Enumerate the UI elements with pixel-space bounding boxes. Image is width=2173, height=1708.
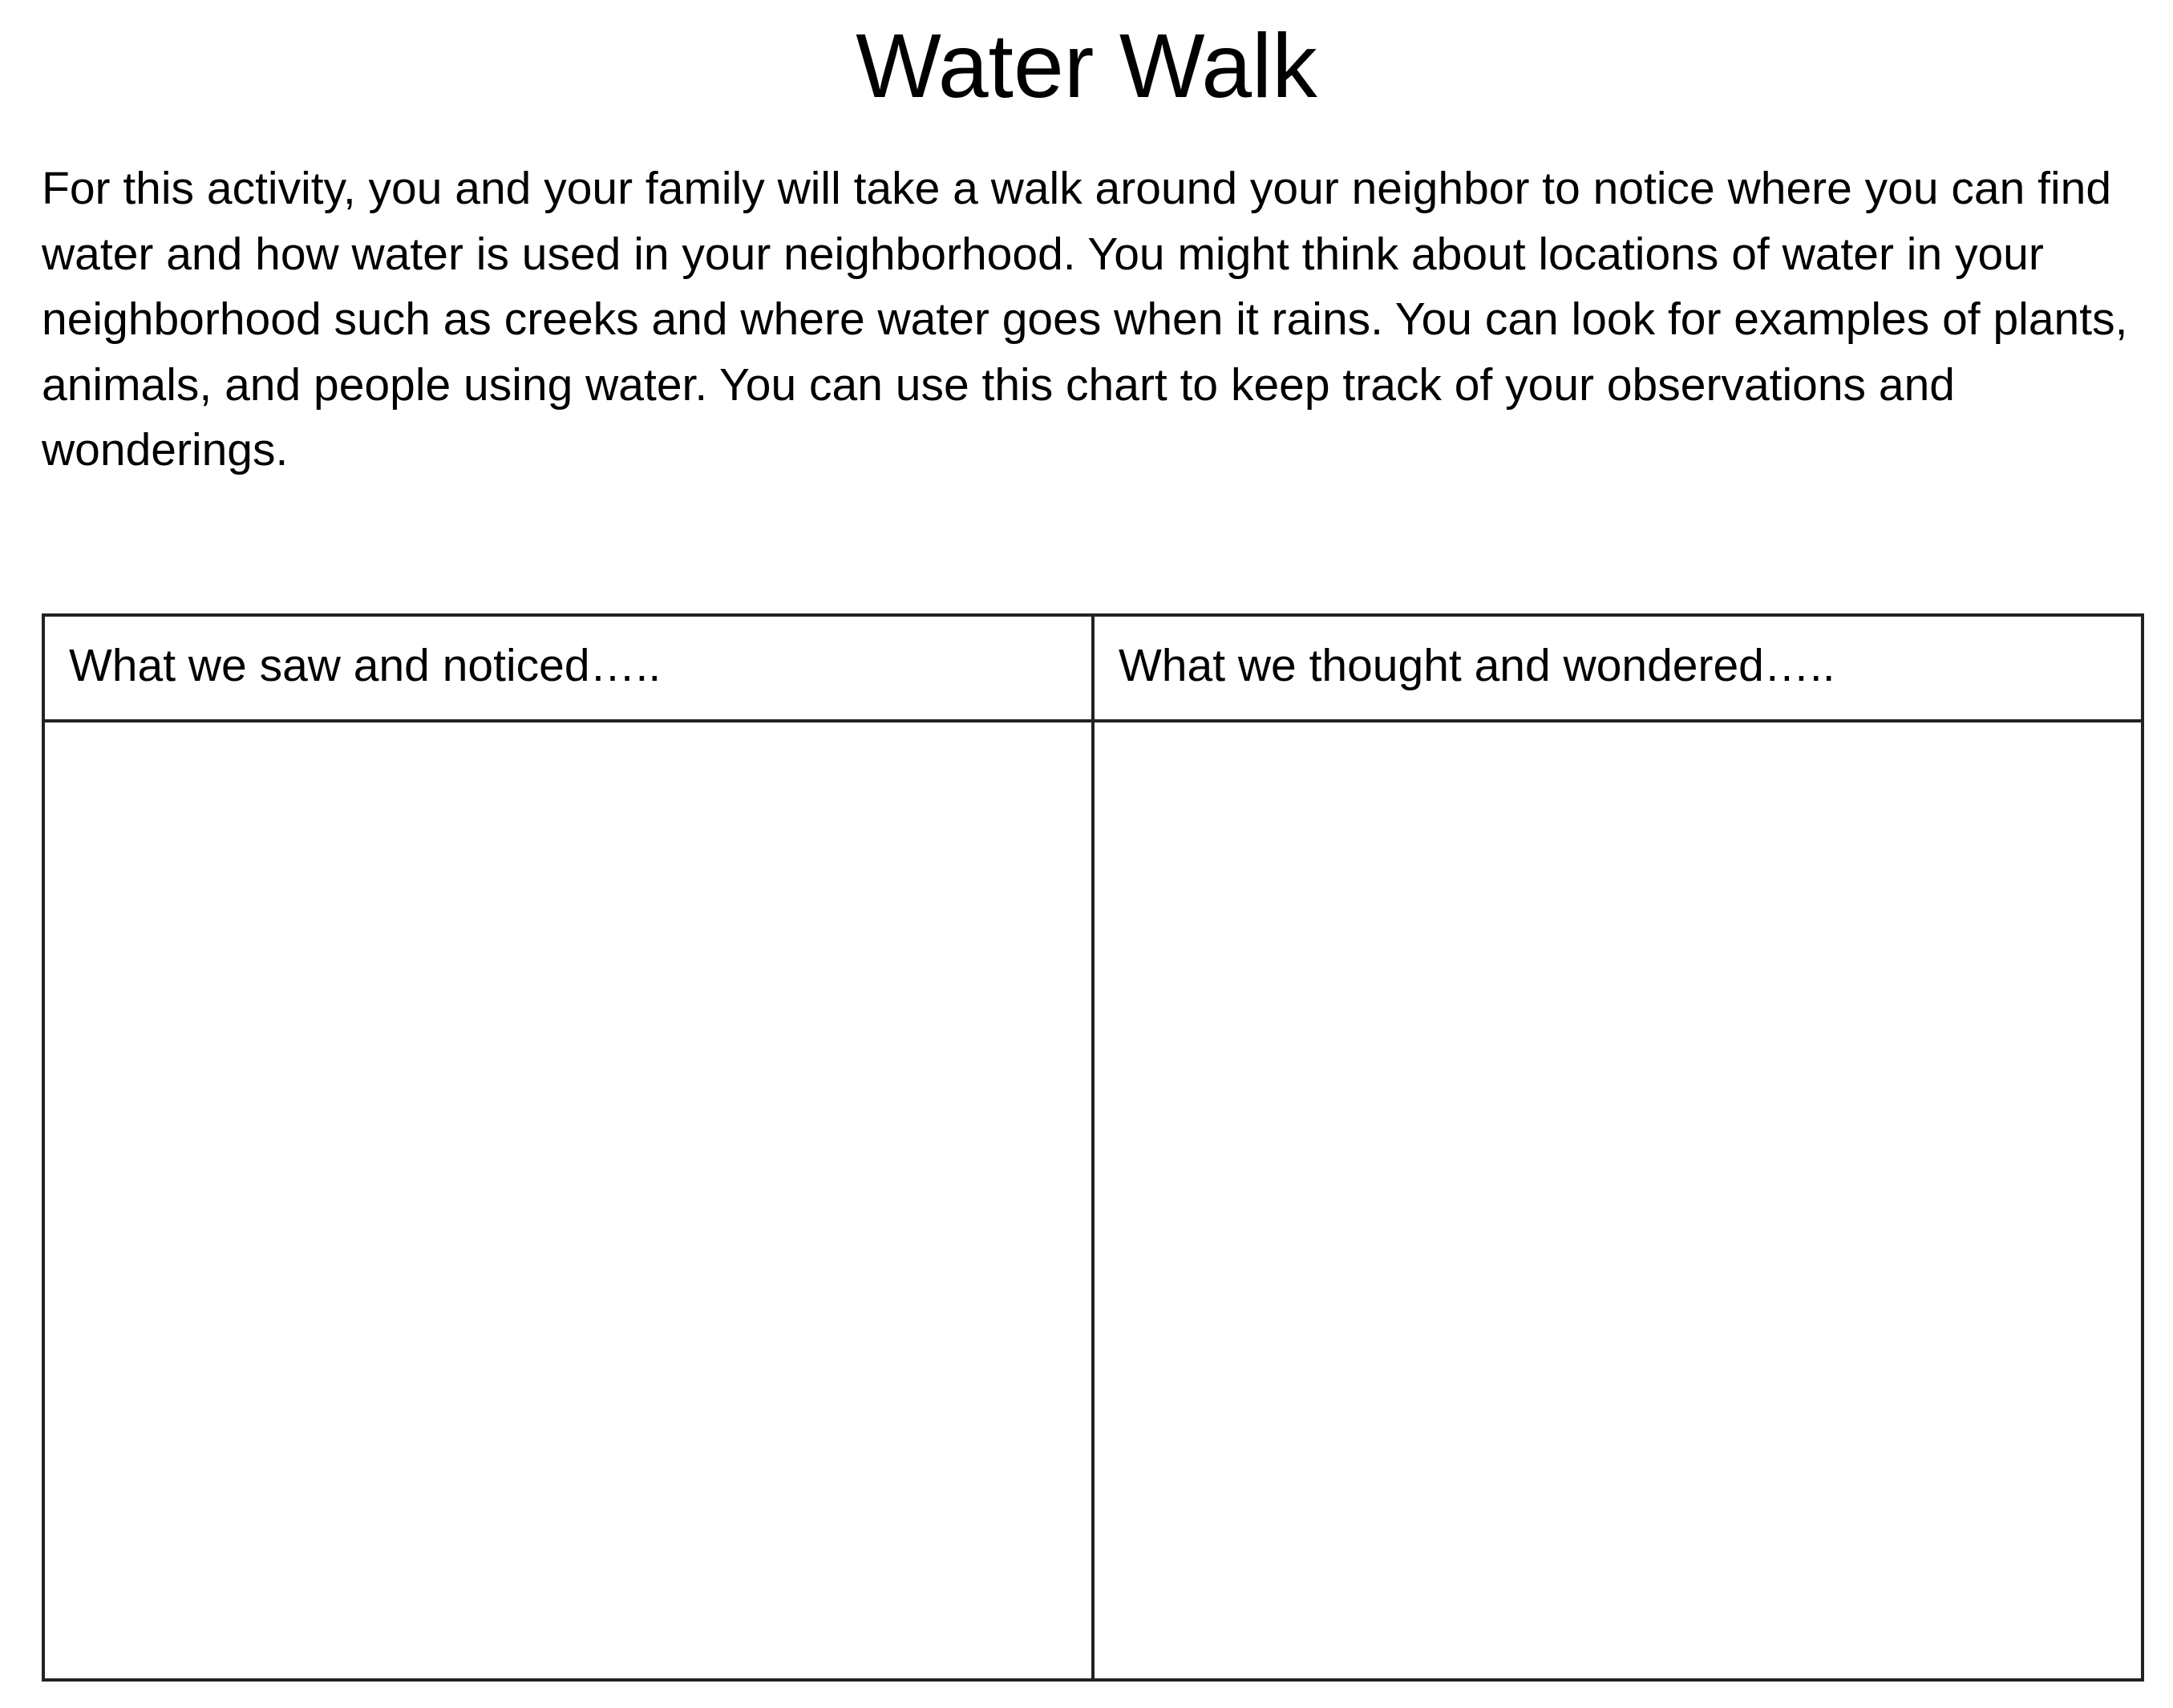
observation-chart	[42, 613, 2144, 1682]
header-row	[45, 617, 2141, 721]
page-title: Water Walk	[856, 15, 1317, 116]
thought-wondered-entry-cell[interactable]	[1093, 721, 2141, 1678]
intro-paragraph: For this activity, you and your family will take a walk around your neighbor to notice where you can find water and how water is used in your neighborhood. You might think about locations of water in your neighborhood such as creeks and where water goes when it rains. You can look for examples of plants, animals, and people using water. You can use this chart to keep track of your observations and wonderings.	[42, 163, 2128, 476]
observation-table	[45, 617, 2141, 1678]
entry-row	[45, 721, 2141, 1678]
column-header-thought-wondered: What we thought and wondered…..	[1093, 617, 2141, 721]
saw-noticed-entry-cell[interactable]	[45, 721, 1093, 1678]
column-header-saw-noticed: What we saw and noticed…..	[45, 617, 1093, 721]
